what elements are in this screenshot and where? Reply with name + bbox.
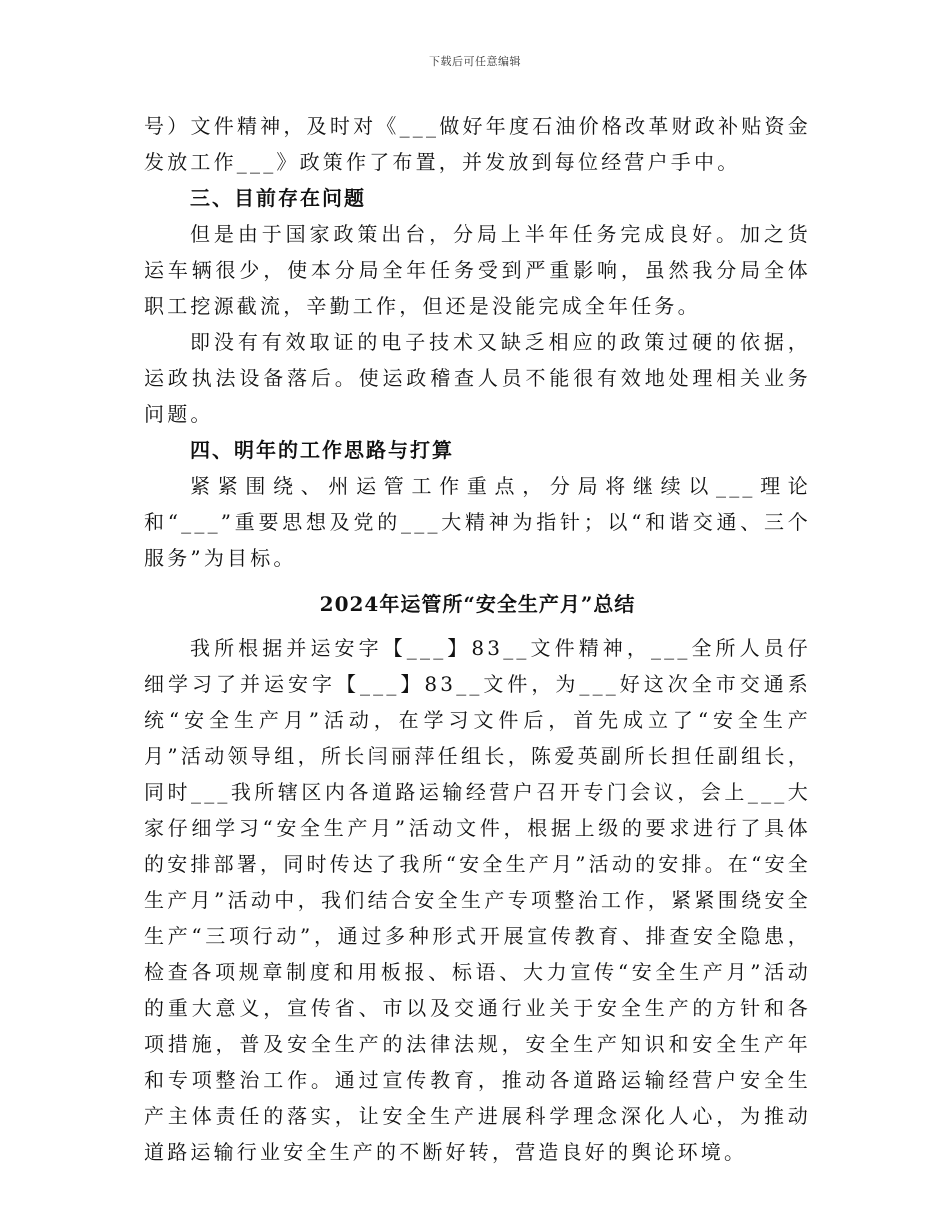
document-title-safety-month: 2024年运管所“安全生产月”总结: [319, 592, 636, 616]
section-heading-current-problems: 三、目前存在问题: [190, 186, 366, 210]
paragraph-guiding-principles: 紧紧围绕、州运管工作重点，分局将继续以___理论和“___”重要思想及党的___大精神为指针；以“和谐交通、三个服务”为目标。: [144, 474, 811, 570]
page-header-note: 下载后可任意编辑: [429, 55, 521, 68]
paragraph-policy-notice: 号）文件精神，及时对《___做好年度石油价格改革财政补贴资金发放工作___》政策作了布置，并发放到每位经营户手中。: [144, 114, 811, 174]
paragraph-task-impact: 但是由于国家政策出台，分局上半年任务完成良好。加之货运车辆很少，使本分局全年任务受到严重影响，虽然我分局全体职工挖源截流，辛勤工作，但还是没能完成全年任务。: [144, 222, 811, 318]
section-heading-next-year-plan: 四、明年的工作思路与打算: [190, 438, 454, 462]
document-body: [144, 108, 811, 1170]
paragraph-enforcement-issues: 即没有有效取证的电子技术又缺乏相应的政策过硬的依据，运政执法设备落后。使运政稽查人员不能很有效地处理相关业务问题。: [144, 330, 811, 426]
paragraph-safety-month-summary: 我所根据并运安字【___】83__文件精神，___全所人员仔细学习了并运安字【___】83__文件，为___好这次全市交通系统“安全生产月”活动，在学习文件后，首先成立了“安全生产月”活动领导组，所长闫丽萍任组长，陈爱英副所长担任副组长，同时___我所辖区内各道路运输经营户召开专门会议，会上___大家仔细学习“安全生产月”活动文件，根据上级的要求进行了具体的安排部署，同时传达了我所“安全生产月”活动的安排。在“安全生产月”活动中，我们结合安全生产专项整治工作，紧紧围绕安全生产“三项行动”，通过多种形式开展宣传教育、排查安全隐患，检查各项规章制度和用板报、标语、大力宣传“安全生产月”活动的重大意义，宣传省、市以及交通行业关于安全生产的方针和各项措施，普及安全生产的法律法规，安全生产知识和安全生产年和专项整治工作。通过宣传教育，推动各道路运输经营户安全生产主体责任的落实，让安全生产进展科学理念深化人心，为推动道路运输行业安全生产的不断好转，营造良好的舆论环境。: [144, 636, 811, 1164]
